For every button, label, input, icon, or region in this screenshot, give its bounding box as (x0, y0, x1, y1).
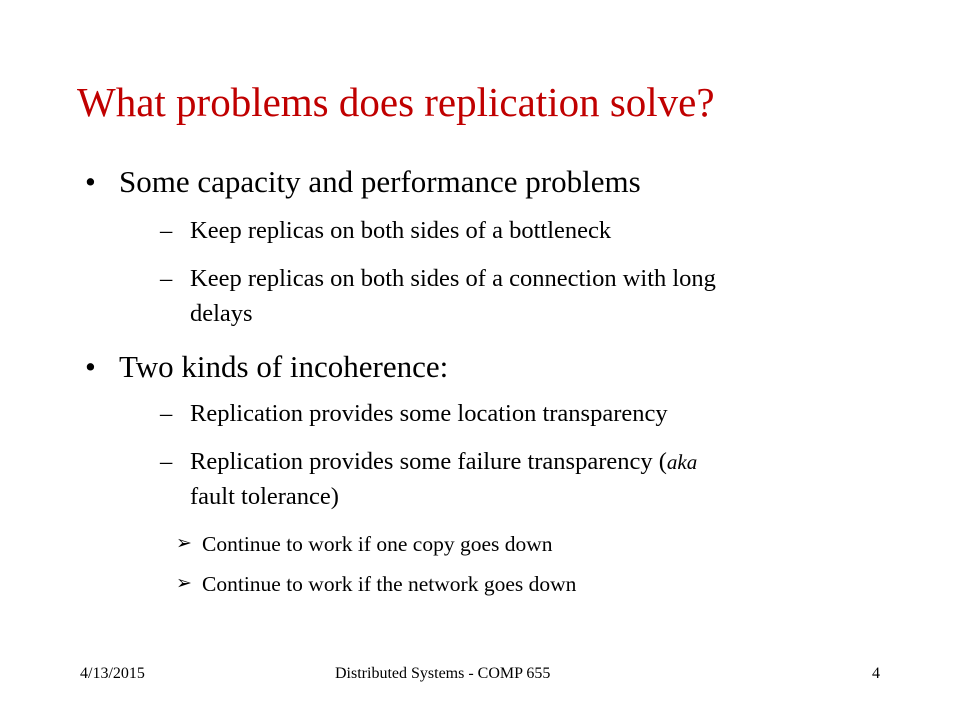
arrow-point-item (176, 529, 553, 559)
footer-course: Distributed Systems - COMP 655 (335, 665, 551, 682)
dash-icon: – (160, 217, 173, 244)
bullet-icon: • (85, 349, 96, 384)
bullet-item (85, 347, 449, 387)
footer-date: 4/13/2015 (80, 665, 145, 682)
bullet-text: Two kinds of incoherence: (119, 349, 449, 384)
sub-bullet-item (160, 397, 668, 431)
dash-icon: – (160, 448, 173, 475)
bullet-text: Some capacity and performance problems (119, 164, 641, 199)
sub-bullet-text: Keep replicas on both sides of a bottleneck (190, 217, 612, 244)
arrow-bullet-icon: ➢ (176, 533, 192, 554)
bullet-item (85, 162, 641, 202)
sub-bullet-continuation (190, 480, 339, 514)
sub-bullet-item (160, 262, 716, 296)
sub-bullet-item (160, 214, 612, 248)
sub-bullet-text: Replication provides some failure transparency ( (190, 448, 667, 475)
sub-bullet-text: Keep replicas on both sides of a connection with long (190, 265, 716, 292)
sub-bullet-italic-text: aka (666, 450, 698, 474)
slide-title: What problems does replication solve? (77, 79, 715, 125)
arrow-point-text: Continue to work if one copy goes down (202, 532, 553, 556)
bullet-icon: • (85, 164, 96, 199)
dash-icon: – (160, 265, 173, 292)
dash-icon: – (160, 400, 173, 427)
arrow-point-text: Continue to work if the network goes down (202, 572, 577, 596)
sub-bullet-continuation (190, 297, 253, 331)
sub-bullet-text: delays (190, 300, 253, 327)
sub-bullet-text: fault tolerance) (190, 483, 339, 510)
footer-page-number: 4 (872, 665, 880, 682)
arrow-point-item (176, 569, 577, 599)
arrow-bullet-icon: ➢ (176, 573, 192, 594)
sub-bullet-item (160, 445, 698, 479)
sub-bullet-text: Replication provides some location transparency (190, 400, 668, 427)
